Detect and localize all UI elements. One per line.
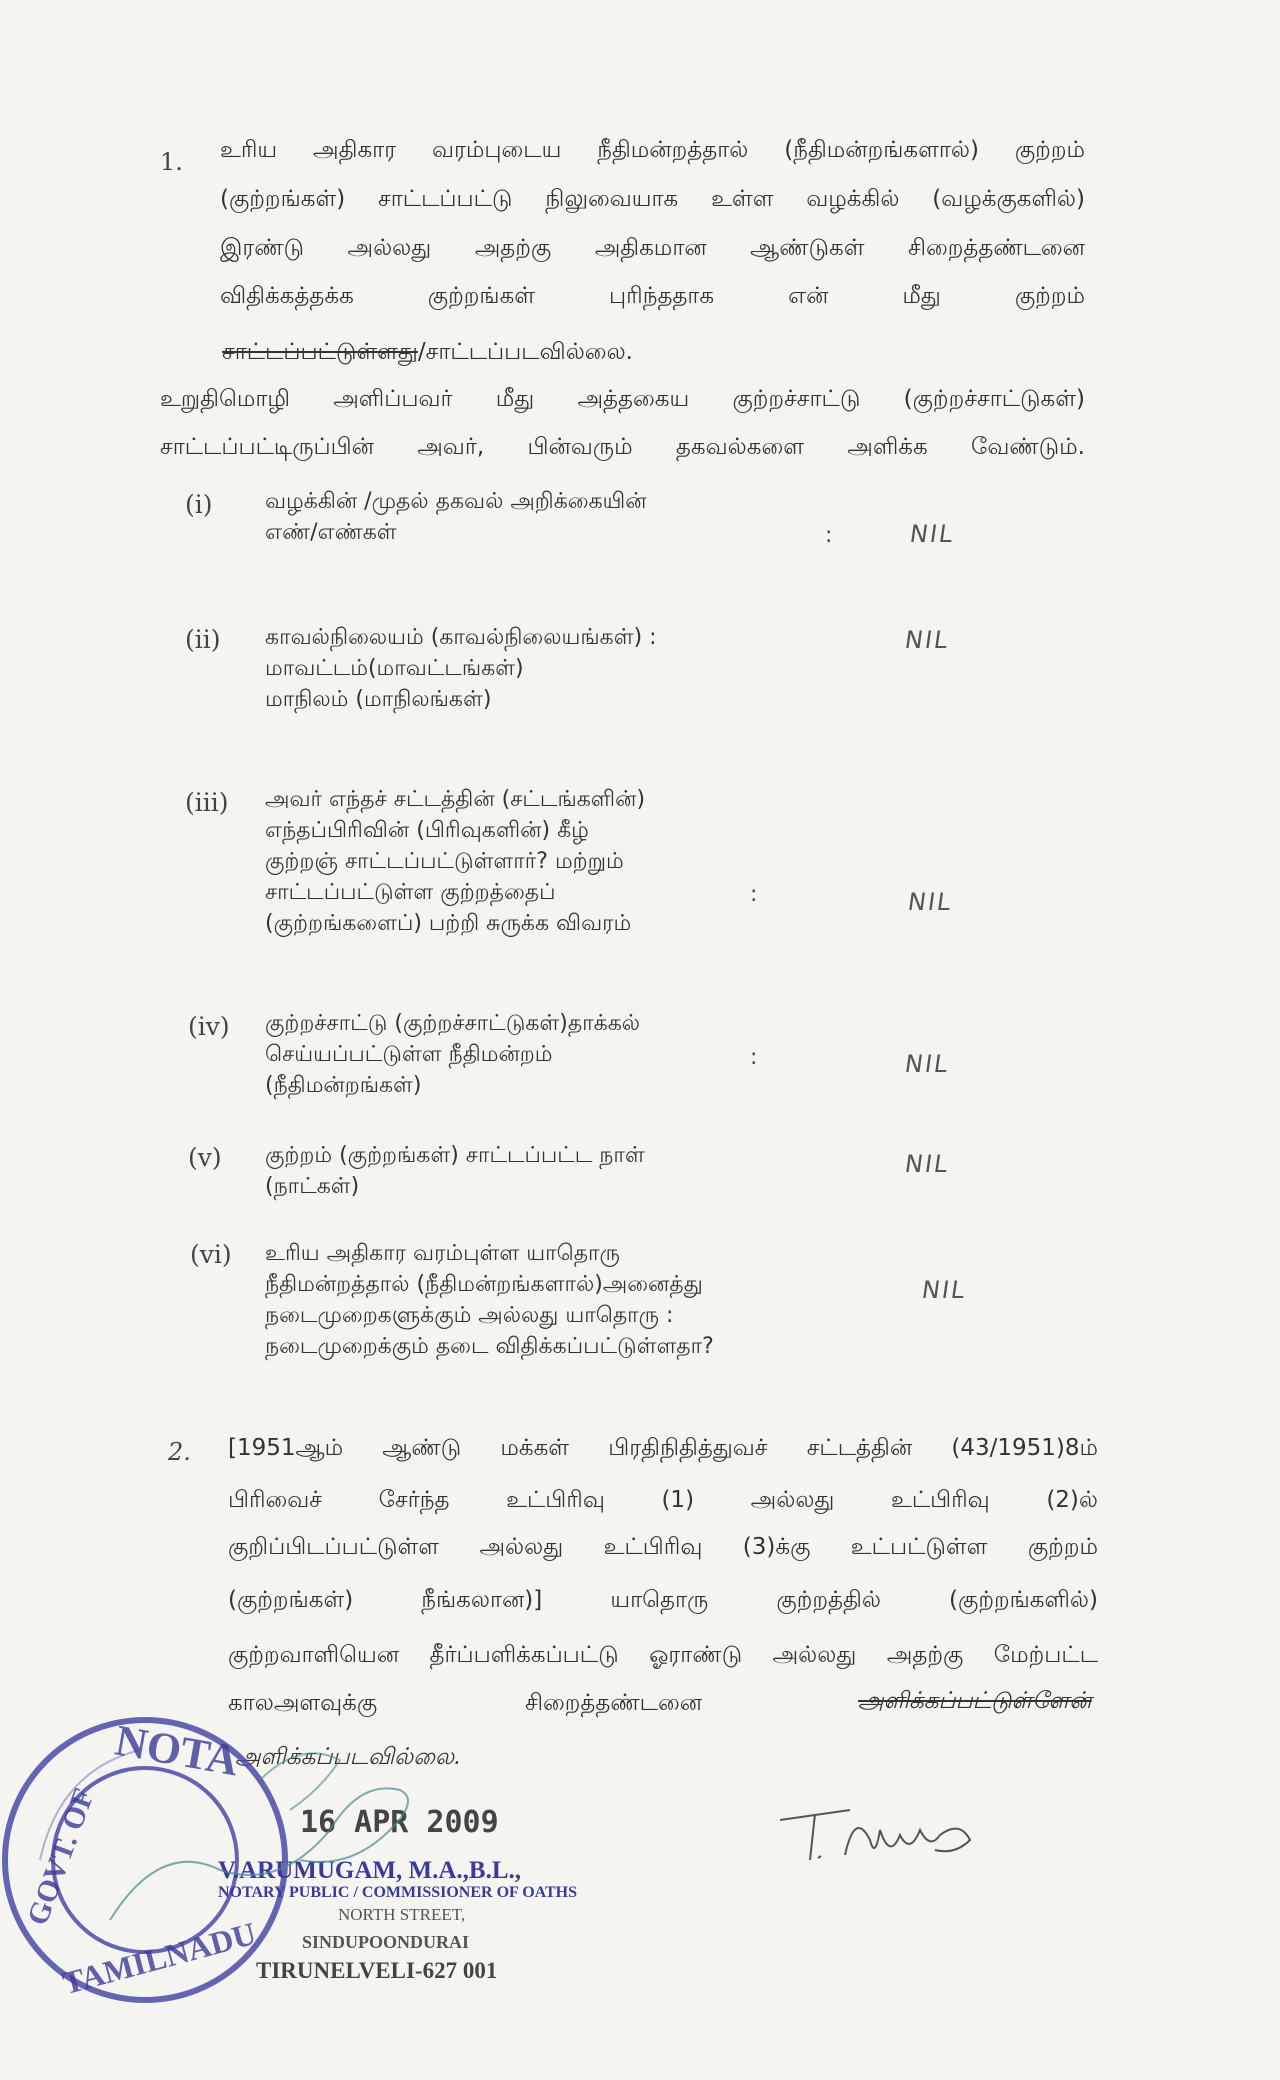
notary-title: NOTARY PUBLIC / COMMISSIONER OF OATHS [218,1884,578,1901]
section-1-line-1: உரிய அதிகார வரம்புடைய நீதிமன்றத்தால் (நீதிமன்றங்களால்) குற்றம் [220,137,1085,163]
seal-bottom-text: TAMILNADU [58,1914,260,2002]
item-iv-colon: : [750,1045,758,1070]
item-iii-line-4: சாட்டப்பட்டுள்ள குற்றத்தைப் [265,880,556,905]
notary-street: NORTH STREET, [338,1905,466,1924]
notary-town: SINDUPOONDURAI [302,1932,470,1952]
item-ii-line-3: மாநிலம் (மாநிலங்கள்) [265,687,492,712]
section-2-line-6-mid: சிறைத்தண்டனை [525,1690,703,1716]
section-2-line-2: பிரிவைச் சேர்ந்த உட்பிரிவு (1) அல்லது உட்பிரிவு (2)ல் [228,1487,1098,1513]
item-i-line-1: வழக்கின் /முதல் தகவல் அறிக்கையின் [265,489,647,514]
item-i-question [265,486,647,548]
item-ii-number: (ii) [185,625,221,654]
section-1-number: 1. [160,148,183,176]
item-vi-line-3: நடைமுறைகளுக்கும் அல்லது யாதொரு : [265,1303,674,1328]
item-iii-line-3: குற்றஞ் சாட்டப்பட்டுள்ளார்? மற்றும் [265,849,624,874]
notary-city: TIRUNELVELI-627 001 [256,1958,498,1983]
item-v-number: (v) [188,1143,222,1172]
item-iii-value: NIL [906,888,955,916]
item-iv-question [265,1008,640,1101]
item-iii-line-2: எந்தப்பிரிவின் (பிரிவுகளின்) கீழ் [265,818,589,843]
section-1-line-3: இரண்டு அல்லது அதற்கு அதிகமான ஆண்டுகள் சிறைத்தண்டனை [220,235,1085,261]
signature [760,1780,990,1874]
item-iv-line-2: செய்யப்பட்டுள்ள நீதிமன்றம் [265,1042,553,1067]
item-vi-line-4: நடைமுறைக்கும் தடை விதிக்கப்பட்டுள்ளதா? [265,1334,714,1359]
signature-icon [760,1780,990,1870]
seal-left-text: GOVT. OF [20,1784,101,1930]
item-ii-value: NIL [903,626,952,654]
item-vi-value: NIL [920,1276,969,1304]
item-i-number: (i) [185,490,213,519]
item-iii-line-5: (குற்றங்களைப்) பற்றி சுருக்க விவரம் [265,911,632,936]
item-ii-line-1: காவல்நிலையம் (காவல்நிலையங்கள்) : [265,625,657,650]
section-2-line-6-left: காலஅளவுக்கு [228,1690,378,1716]
section-1-line-2: (குற்றங்கள்) சாட்டப்பட்டு நிலுவையாக உள்ள வழக்கில் (வழக்குகளில்) [220,186,1085,212]
instruction-line-1: உறுதிமொழி அளிப்பவர் மீது அத்தகைய குற்றச்சாட்டு (குற்றச்சாட்டுகள்) [160,386,1085,412]
section-1-line-4: விதிக்கத்தக்க குற்றங்கள் புரிந்ததாக என் மீது குற்றம் [220,283,1085,309]
item-v-value: NIL [903,1150,952,1178]
item-iv-value: NIL [903,1050,952,1078]
section-2-number: 2. [168,1438,191,1466]
item-v-line-1: குற்றம் (குற்றங்கள்) சாட்டப்பட்ட நாள் [265,1143,645,1168]
stamp-date: 16 APR 2009 [300,1805,499,1840]
item-iii-colon: : [750,882,758,907]
section-2-line-3: குறிப்பிடப்பட்டுள்ள அல்லது உட்பிரிவு (3)க்கு உட்பட்டுள்ள குற்றம் [228,1534,1098,1560]
item-i-colon: : [825,523,833,548]
item-vi-line-2: நீதிமன்றத்தால் (நீதிமன்றங்களால்)அனைத்து [265,1272,703,1297]
item-vi-line-1: உரிய அதிகார வரம்புள்ள யாதொரு [265,1241,620,1266]
section-2-line-5: குற்றவாளியென தீர்ப்பளிக்கப்பட்டு ஓராண்டு அல்லது அதற்கு மேற்பட்ட [228,1642,1098,1668]
item-i-line-2: எண்/எண்கள் [265,520,397,545]
item-vi-number: (vi) [190,1240,232,1269]
section-2-struck-text: அளிக்கப்பட்டுள்ளேன் [858,1688,1092,1714]
stamp-scribble-icon [100,1720,480,1940]
item-ii-question [265,622,657,715]
item-iii-number: (iii) [185,788,229,817]
notary-name: V.ARUMUGAM, M.A.,B.L., [218,1857,521,1884]
item-v-line-2: (நாட்கள்) [265,1174,360,1199]
item-iv-line-3: (நீதிமன்றங்கள்) [265,1073,422,1098]
item-i-value: NIL [908,520,957,548]
section-2-line-7: அளிக்கப்படவில்லை. [235,1744,462,1770]
struck-text: சாட்டப்பட்டுள்ளது [222,339,418,365]
item-ii-line-2: மாவட்டம்(மாவட்டங்கள்) [265,656,524,681]
item-iv-line-1: குற்றச்சாட்டு (குற்றச்சாட்டுகள்)தாக்கல் [265,1011,641,1036]
section-1-line-5-rest: /சாட்டப்படவில்லை. [417,339,633,365]
section-1-line-5 [222,337,633,367]
section-2-line-4: (குற்றங்கள்) நீங்கலான)] யாதொரு குற்றத்தில் (குற்றங்களில்) [228,1587,1098,1613]
section-2-line-1: [1951ஆம் ஆண்டு மக்கள் பிரதிநிதித்துவச் சட்டத்தின் (43/1951)8ம் [228,1435,1098,1461]
instruction-line-2: சாட்டப்பட்டிருப்பின் அவர், பின்வரும் தகவல்களை அளிக்க வேண்டும். [160,434,1085,460]
item-iii-line-1: அவர் எந்தச் சட்டத்தின் (சட்டங்களின்) [265,787,646,812]
seal-top-text: NOTA [111,1715,243,1786]
item-iii-question [265,784,645,939]
item-iv-number: (iv) [188,1012,230,1041]
item-v-question [265,1140,645,1202]
item-vi-question [265,1238,714,1362]
